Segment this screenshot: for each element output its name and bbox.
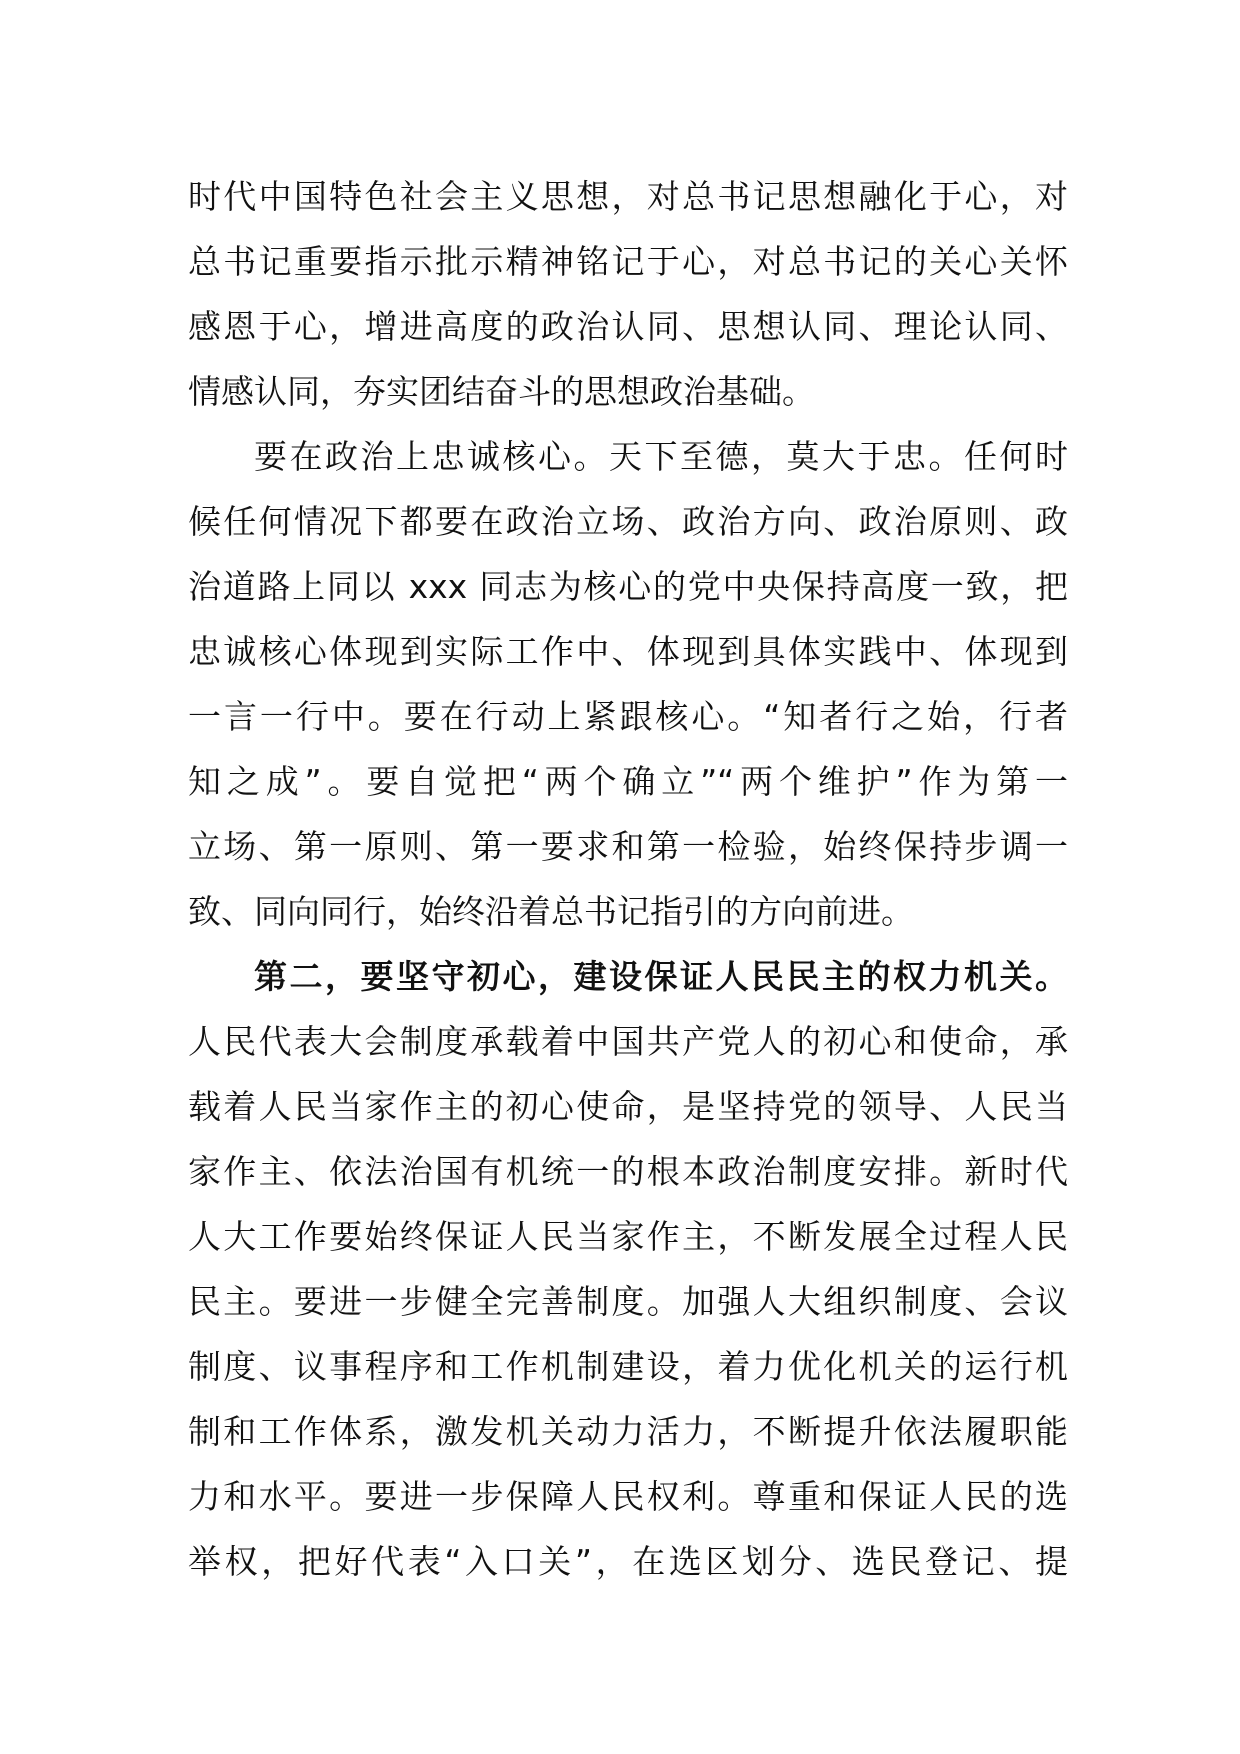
text-line: 人民代表大会制度承载着中国共产党人的初心和使命，承: [188, 1022, 1068, 1061]
section-heading-line: 第二，要坚守初心，建设保证人民民主的权力机关。: [254, 957, 1068, 996]
text-line: 民主。要进一步健全完善制度。加强人大组织制度、会议: [188, 1282, 1068, 1321]
text-line: 制度、议事程序和工作机制建设，着力优化机关的运行机: [188, 1347, 1068, 1386]
text-line: 立场、第一原则、第一要求和第一检验，始终保持步调一: [188, 827, 1068, 866]
text-line: 举权，把好代表“入口关”，在选区划分、选民登记、提: [188, 1542, 1068, 1581]
text-line: 家作主、依法治国有机统一的根本政治制度安排。新时代: [188, 1152, 1068, 1191]
text-line: 知之成”。要自觉把“两个确立”“两个维护”作为第一: [188, 762, 1068, 801]
text-line: 一言一行中。要在行动上紧跟核心。“知者行之始，行者: [188, 697, 1068, 736]
text-line: 要在政治上忠诚核心。天下至德，莫大于忠。任何时: [254, 437, 1068, 476]
text-line: 治道路上同以 xxx 同志为核心的党中央保持高度一致，把: [188, 567, 1068, 606]
text-line: 致、同向同行，始终沿着总书记指引的方向前进。: [188, 892, 914, 931]
text-line: 人大工作要始终保证人民当家作主，不断发展全过程人民: [188, 1217, 1068, 1256]
text-line: 感恩于心，增进高度的政治认同、思想认同、理论认同、: [188, 307, 1068, 346]
text-line: 候任何情况下都要在政治立场、政治方向、政治原则、政: [188, 502, 1068, 541]
text-line: 时代中国特色社会主义思想，对总书记思想融化于心，对: [188, 177, 1068, 216]
text-line: 总书记重要指示批示精神铭记于心，对总书记的关心关怀: [188, 242, 1068, 281]
text-line: 制和工作体系，激发机关动力活力，不断提升依法履职能: [188, 1412, 1068, 1451]
text-line: 载着人民当家作主的初心使命，是坚持党的领导、人民当: [188, 1087, 1068, 1126]
body-text: [188, 164, 1068, 1594]
text-line: 力和水平。要进一步保障人民权利。尊重和保证人民的选: [188, 1477, 1068, 1516]
text-line: 忠诚核心体现到实际工作中、体现到具体实践中、体现到: [188, 632, 1068, 671]
text-line: 情感认同，夯实团结奋斗的思想政治基础。: [188, 372, 815, 411]
